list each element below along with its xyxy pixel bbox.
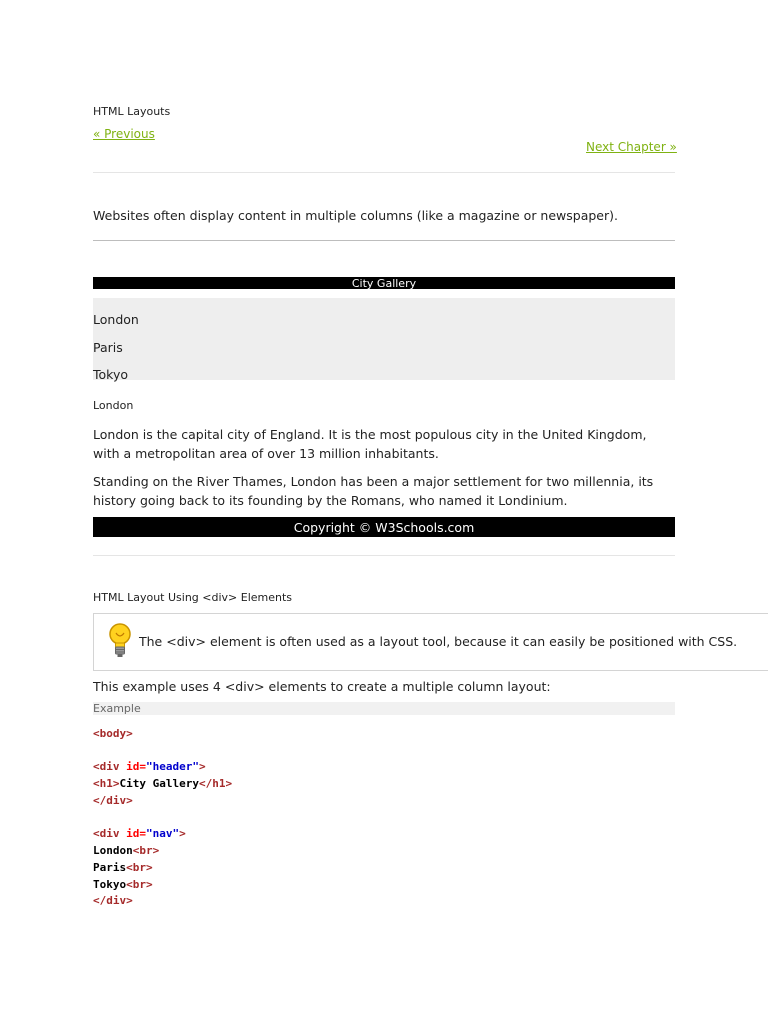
code-line bbox=[93, 861, 153, 874]
code-value: "nav" bbox=[146, 827, 180, 840]
code-line bbox=[93, 727, 133, 740]
divider bbox=[93, 555, 675, 556]
code-line bbox=[93, 777, 232, 790]
code-value: "header" bbox=[146, 760, 199, 773]
code-line bbox=[93, 760, 206, 773]
previous-link[interactable]: « Previous bbox=[93, 127, 155, 141]
section-paragraph-1: London is the capital city of England. It is the most populous city in the United Kingdom, with a metropolitan area of over 13 million inhabitants. bbox=[93, 427, 647, 461]
code-attr: id= bbox=[126, 760, 146, 773]
code-text: London bbox=[93, 844, 133, 857]
code-tag: <br> bbox=[126, 861, 153, 874]
tip-text: The <div> element is often used as a layout tool, because it can easily be positioned with CSS. bbox=[139, 634, 738, 649]
code-tag: <br> bbox=[126, 878, 153, 891]
nav-item-london: London bbox=[93, 312, 139, 327]
code-attr: id= bbox=[126, 827, 146, 840]
next-chapter-link[interactable]: Next Chapter » bbox=[586, 140, 677, 154]
section-title: London bbox=[93, 399, 134, 412]
code-tag: <div bbox=[93, 760, 120, 773]
code-tag: > bbox=[198, 760, 206, 773]
code-line bbox=[93, 878, 153, 891]
code-text: Tokyo bbox=[93, 878, 127, 891]
nav-item-tokyo: Tokyo bbox=[93, 367, 128, 382]
section-paragraph-2: Standing on the River Thames, London has been a major settlement for two millennia, its history going back to its founding by the Romans, who named it Londinium. bbox=[93, 474, 654, 508]
nav-item-paris: Paris bbox=[93, 340, 123, 355]
demo-nav bbox=[93, 298, 675, 380]
example-description: This example uses 4 <div> elements to create a multiple column layout: bbox=[93, 679, 551, 694]
code-tag: </div> bbox=[93, 794, 133, 807]
code-line bbox=[93, 844, 159, 857]
code-tag: <h1> bbox=[93, 777, 120, 790]
divider bbox=[93, 240, 675, 241]
section-heading: HTML Layout Using <div> Elements bbox=[93, 591, 293, 604]
page-title: HTML Layouts bbox=[93, 105, 171, 118]
divider bbox=[93, 172, 675, 173]
code-line bbox=[93, 827, 186, 840]
code-tag: <body> bbox=[93, 727, 133, 740]
code-tag: </h1> bbox=[198, 777, 233, 790]
lightbulb-icon bbox=[107, 622, 133, 660]
example-label: Example bbox=[93, 702, 675, 715]
code-tag: > bbox=[179, 827, 186, 840]
code-text: Paris bbox=[93, 861, 127, 874]
code-line bbox=[93, 894, 133, 907]
tip-box bbox=[93, 613, 768, 671]
code-tag: </div> bbox=[93, 894, 133, 907]
demo-footer: Copyright © W3Schools.com bbox=[93, 517, 675, 537]
code-line bbox=[93, 794, 133, 807]
code-text: City Gallery bbox=[119, 777, 199, 790]
intro-text: Websites often display content in multiple columns (like a magazine or newspaper). bbox=[93, 208, 618, 223]
code-tag: <br> bbox=[132, 844, 160, 857]
demo-header: City Gallery bbox=[93, 277, 675, 289]
code-tag: <div bbox=[93, 827, 120, 840]
